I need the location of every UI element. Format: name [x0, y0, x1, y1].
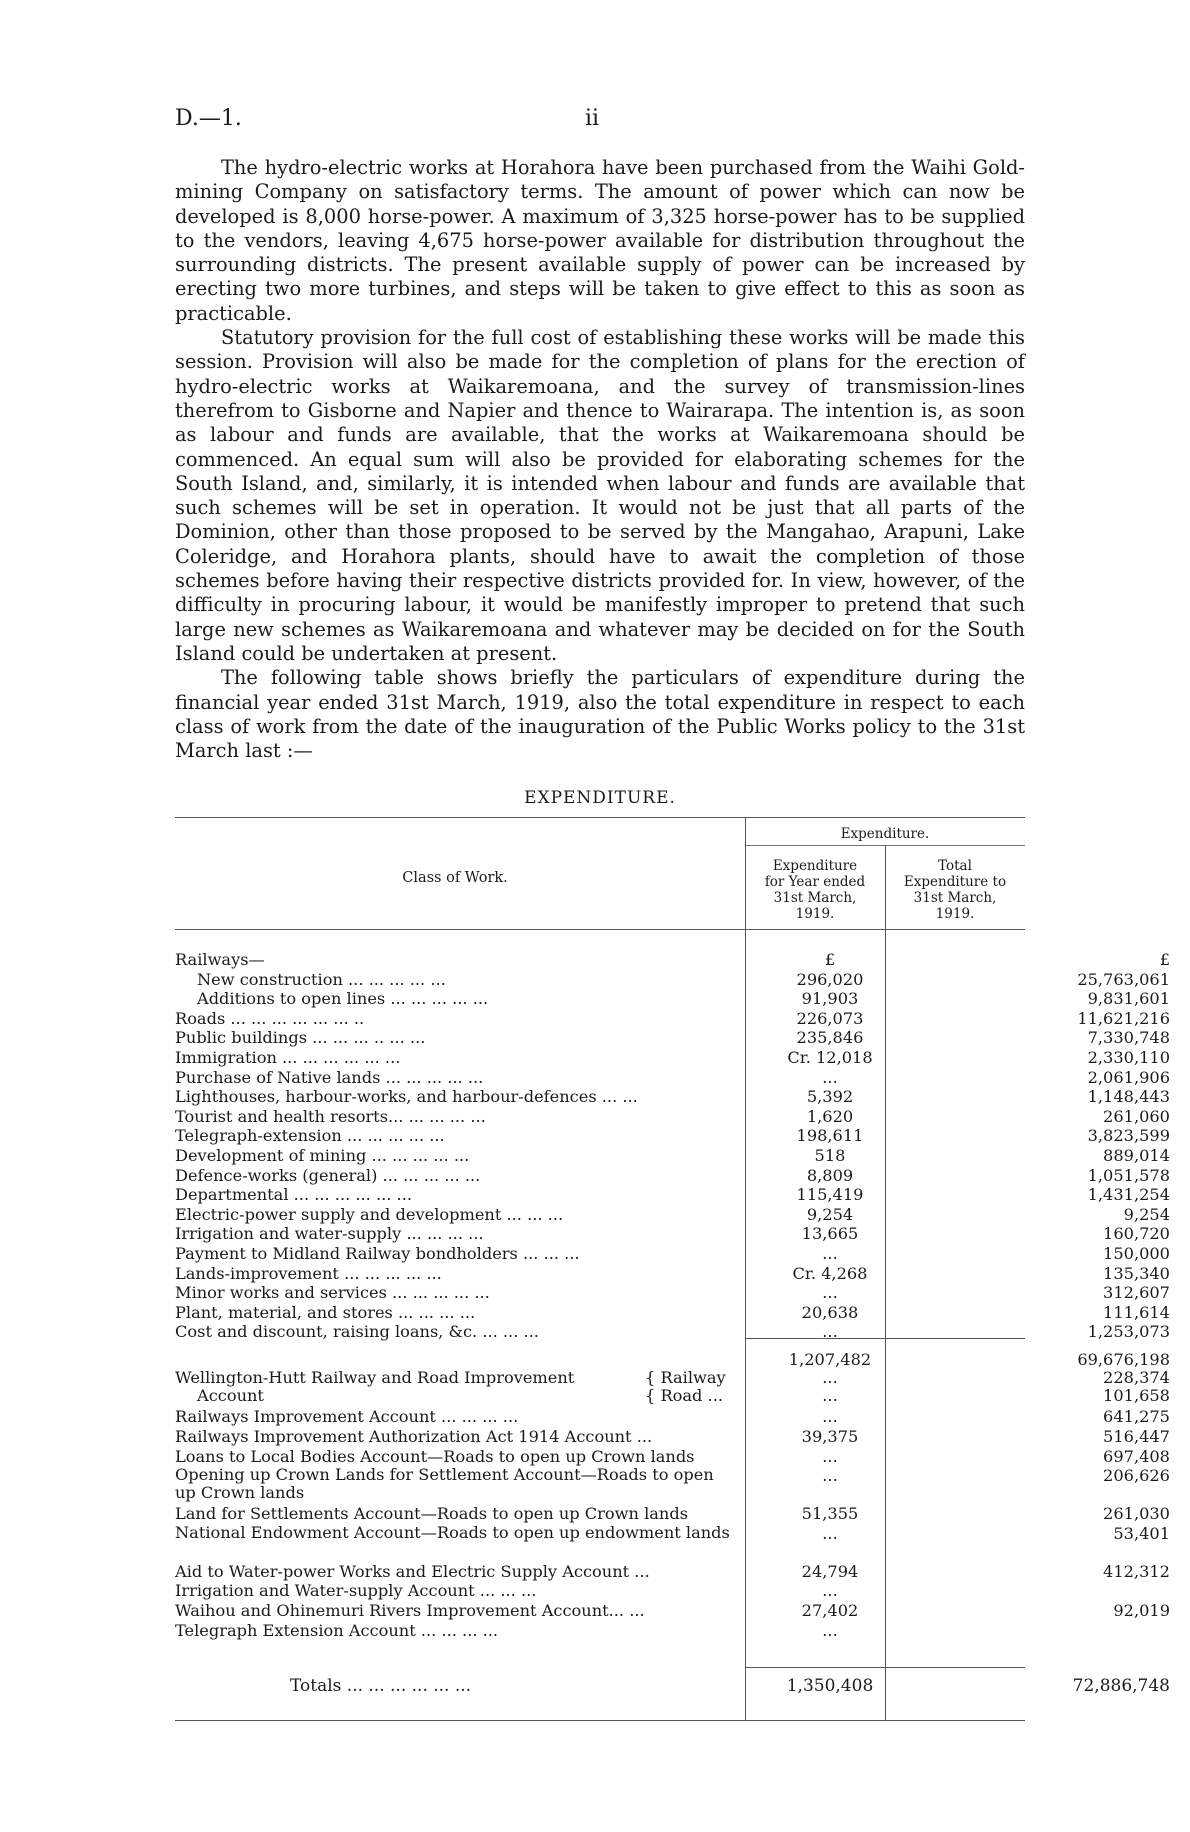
row-label: Electric-power supply and development ... ... ...: [175, 1204, 564, 1224]
row-total-value: 111,614: [1103, 1302, 1170, 1322]
row-year-value: ...: [822, 1446, 838, 1466]
row-total-value: 3,823,599: [1087, 1126, 1170, 1146]
row-total-value: 1,431,254: [1087, 1185, 1170, 1205]
row-year-value: 226,073: [796, 1008, 864, 1028]
row-label: Departmental ... ... ... ... ... ...: [175, 1185, 412, 1205]
row-total-value: 516,447: [1103, 1427, 1170, 1447]
paragraph-table-intro: The following table shows briefly the particulars of expenditure during the financial year ended 31st March, 1919, also the total expenditure in respect to each class of work from the date of the inauguration of the Public Works policy to the 31st March last :—: [175, 666, 1025, 763]
row-label: Purchase of Native lands ... ... ... ... ...: [175, 1067, 484, 1087]
row-year-value: 115,419: [796, 1185, 864, 1205]
row-total-value: 53,401: [1113, 1523, 1170, 1543]
table-row: [175, 1185, 1170, 1205]
row-total-value: 92,019: [1113, 1601, 1170, 1621]
row-year-value: 518: [814, 1145, 846, 1165]
row-total-value: 25,763,061: [1077, 969, 1170, 989]
row-label: Payment to Midland Railway bondholders ... ... ...: [175, 1243, 580, 1263]
row-total-value: 9,254: [1123, 1204, 1170, 1224]
table-row: [175, 1283, 1170, 1303]
column-header-year: Expenditure for Year ended 31st March, 1919.: [764, 858, 866, 922]
row-label: Opening up Crown Lands for Settlement Account—Roads to open up Crown lands: [175, 1465, 714, 1503]
row-total-value: 2,061,906: [1087, 1067, 1170, 1087]
row-year-value: 296,020: [796, 969, 864, 989]
row-label: Lands-improvement ... ... ... ... ...: [175, 1263, 442, 1283]
row-year-value: ...: [822, 1243, 838, 1263]
row-total-value: 135,340: [1103, 1263, 1170, 1283]
row-year-value: 27,402: [801, 1601, 859, 1621]
row-total-value: 697,408: [1103, 1446, 1170, 1466]
subtotal-row: 1,207,482 69,676,198: [788, 1349, 1170, 1369]
row-year-value: ...: [822, 1620, 838, 1640]
table-header-rule: [175, 929, 1025, 930]
row-year-value: ...: [822, 1581, 838, 1601]
table-row: [175, 1504, 1170, 1524]
row-label: Loans to Local Bodies Account—Roads to open up Crown lands: [175, 1446, 695, 1466]
row-total-value: 160,720: [1103, 1224, 1170, 1244]
row-total-value: £: [1159, 950, 1170, 969]
row-year-value: 8,809: [806, 1165, 854, 1185]
row-label: Irrigation and water-supply ... ... ... ...: [175, 1224, 484, 1244]
row-label: Telegraph Extension Account ... ... ... ...: [175, 1620, 499, 1640]
table-top-rule: [175, 817, 1025, 818]
table-row: [175, 1302, 1170, 1323]
row-year-value: ...: [822, 1523, 838, 1543]
row-year-value: 20,638: [801, 1302, 859, 1322]
row-label: Railways Improvement Authorization Act 1914 Account ...: [175, 1427, 653, 1447]
table-row: [175, 1263, 1170, 1284]
row-label: Cost and discount, raising loans, &c. ... ... ...: [175, 1322, 539, 1342]
group-one-rows: [175, 950, 1170, 1342]
table-row: [175, 1427, 1170, 1447]
totals-rule: [745, 1667, 1025, 1668]
row-label: Minor works and services ... ... ... ... ...: [175, 1283, 490, 1303]
table-row: [175, 1145, 1170, 1166]
row-label: Land for Settlements Account—Roads to open up Crown lands: [175, 1504, 689, 1524]
row-label: Aid to Water-power Works and Electric Supply Account ...: [175, 1561, 650, 1581]
row-year-value: ...: [822, 1067, 838, 1087]
row-year-value: 235,846: [796, 1028, 864, 1048]
table-row: [175, 1106, 1170, 1127]
row-year-value: ...: [822, 1283, 838, 1303]
row-label: Waihou and Ohinemuri Rivers Improvement Account... ...: [175, 1601, 645, 1621]
table-row: [175, 1087, 1170, 1107]
column-group-header: Expenditure.: [840, 826, 930, 842]
row-year-value: 39,375: [801, 1427, 859, 1447]
table-body: [175, 950, 1170, 1640]
table-row: [175, 1047, 1170, 1068]
table-row: [175, 1446, 1170, 1467]
row-total-value: 889,014: [1103, 1145, 1170, 1165]
row-label: Defence-works (general) ... ... ... ... ...: [175, 1165, 481, 1185]
row-label: Public buildings ... ... ... .. ... ...: [175, 1028, 426, 1048]
row-total-value: 412,312: [1103, 1561, 1170, 1581]
row-label: Tourist and health resorts... ... ... ... ...: [175, 1106, 486, 1126]
paragraph-statutory: Statutory provision for the full cost of establishing these works will be made this session. Provision will also be made for the completion of plans for the erection of hydro-electric works at Waikaremoana, and the survey of transmission-lines therefrom to Gisborne and Napier and thence to Wairarapa. The intention is, as soon as labour and funds are available, that the works at Waikaremoana should be commenced. An equal sum will also be provided for elaborating schemes for the South Island, and, similarly, it is intended when labour and funds are available that such schemes will be set in operation. It would not be just that all parts of the Dominion, other than those proposed to be served by the Mangahao, Arapuni, Lake Coleridge, and Horahora plants, should have to await the completion of those schemes before having their respective districts provided for. In view, however, of the difficulty in procuring labour, it would be manifestly improper to pretend that such large new schemes as Waikaremoana and whatever may be decided on for the South Island could be undertaken at present.: [175, 326, 1025, 665]
row-label: Lighthouses, harbour-works, and harbour-defences ... ...: [175, 1087, 638, 1107]
row-year-value: Cr. 4,268: [792, 1263, 868, 1283]
row-year-value: ...: [822, 1466, 838, 1486]
table-row: [175, 1561, 1170, 1582]
row-label: Railways Improvement Account ... ... ... ...: [175, 1407, 519, 1427]
row-year-value: £: [824, 950, 836, 969]
table-row: [175, 1601, 1170, 1621]
row-label: National Endowment Account—Roads to open up endowment lands: [175, 1522, 730, 1542]
row-total-value: 2,330,110: [1087, 1047, 1170, 1067]
row-year-value: 5,392: [806, 1087, 854, 1107]
row-total-value: 261,060: [1103, 1106, 1170, 1126]
totals-row: Totals ... ... ... ... ... ... 1,350,408 72,886,748: [175, 1675, 1025, 1697]
row-total-value: 9,831,601: [1087, 989, 1170, 1009]
row-total-value: 312,607: [1103, 1283, 1170, 1303]
table-row: [175, 1621, 1025, 1641]
row-year-value: 198,611: [796, 1126, 864, 1146]
row-year-value: ...: [822, 1322, 838, 1342]
table-row: [175, 1581, 1025, 1601]
row-label: Development of mining ... ... ... ... ...: [175, 1145, 470, 1165]
row-year-value: Cr. 12,018: [787, 1047, 873, 1067]
paragraph-horahora: The hydro-electric works at Horahora have been purchased from the Waihi Gold-mining Company on satisfactory terms. The amount of power which can now be developed is 8,000 horse-power. A maximum of 3,325 horse-power has to be supplied to the vendors, leaving 4,675 horse-power available for distribution throughout the surrounding districts. The present available supply of power can be increased by erecting two more turbines, and steps will be taken to give effect to this as soon as practicable.: [175, 156, 1025, 325]
column-header-class: Class of Work.: [402, 870, 508, 886]
table-row: [175, 1243, 1170, 1264]
row-year-value: 91,903: [801, 989, 859, 1009]
table-row: [175, 1465, 1170, 1504]
subtotal-rule: [745, 1338, 1025, 1339]
row-year-value: 13,665: [801, 1224, 859, 1244]
row-label: New construction ... ... ... ... ...: [197, 969, 446, 989]
row-total-value: 7,330,748: [1087, 1028, 1170, 1048]
table-row: [175, 1067, 1170, 1088]
row-total-value: 1,051,578: [1087, 1165, 1170, 1185]
group-two-rows: [175, 1407, 1170, 1640]
row-label: Telegraph-extension ... ... ... ... ...: [175, 1126, 445, 1146]
row-total-value: 11,621,216: [1077, 1008, 1170, 1028]
table-row: [175, 989, 1170, 1009]
row-label: Roads ... ... ... ... ... ... ..: [175, 1008, 365, 1028]
body-text: [175, 156, 1025, 763]
totals-year: 1,350,408: [786, 1676, 874, 1696]
table-row: [175, 1008, 1170, 1029]
row-label: Irrigation and Water-supply Account ... ... ...: [175, 1581, 537, 1601]
table-row: [175, 1407, 1170, 1427]
row-total-value: 1,148,443: [1087, 1087, 1170, 1107]
table-bottom-rule: [175, 1720, 1025, 1721]
table-row: [175, 1204, 1170, 1225]
column-header-total: Total Expenditure to 31st March, 1919.: [903, 858, 1007, 922]
row-total-value: 641,275: [1103, 1407, 1170, 1427]
row-label: Additions to open lines ... ... ... ... ...: [197, 989, 489, 1009]
table-row: [175, 1126, 1170, 1146]
table-row: [175, 1165, 1170, 1186]
totals-overall: 72,886,748: [1072, 1676, 1170, 1696]
row-year-value: ...: [822, 1407, 838, 1427]
bracket-sublabels: { Railway { Road ...: [645, 1368, 726, 1406]
row-total-value: 261,030: [1103, 1504, 1170, 1524]
row-total-value: 206,626: [1103, 1466, 1170, 1486]
table-row: [175, 950, 1170, 970]
row-total-value: 1,253,073: [1087, 1322, 1170, 1342]
row-total-value: 150,000: [1103, 1243, 1170, 1263]
table-row: [175, 1028, 1170, 1048]
row-year-value: 24,794: [801, 1561, 859, 1581]
row-label: Immigration ... ... ... ... ... ...: [175, 1047, 401, 1067]
row-year-value: 9,254: [806, 1204, 854, 1224]
table-row: [175, 1224, 1170, 1244]
row-year-value: 1,620: [806, 1106, 854, 1126]
page-number: ii: [585, 106, 600, 131]
table-row: [175, 1522, 1170, 1562]
row-year-value: 51,355: [801, 1504, 859, 1524]
row-label: Plant, material, and stores ... ... ... ...: [175, 1302, 476, 1322]
row-label: Railways—: [175, 950, 265, 969]
table-title: EXPENDITURE.: [524, 788, 676, 808]
table-row: Wellington-Hutt Railway and Road Improvement Account { Railway { Road ... ... ... 228,374 101,658: [175, 1368, 1170, 1406]
table-row: [175, 969, 1170, 990]
document-reference: D.—1.: [175, 106, 242, 131]
